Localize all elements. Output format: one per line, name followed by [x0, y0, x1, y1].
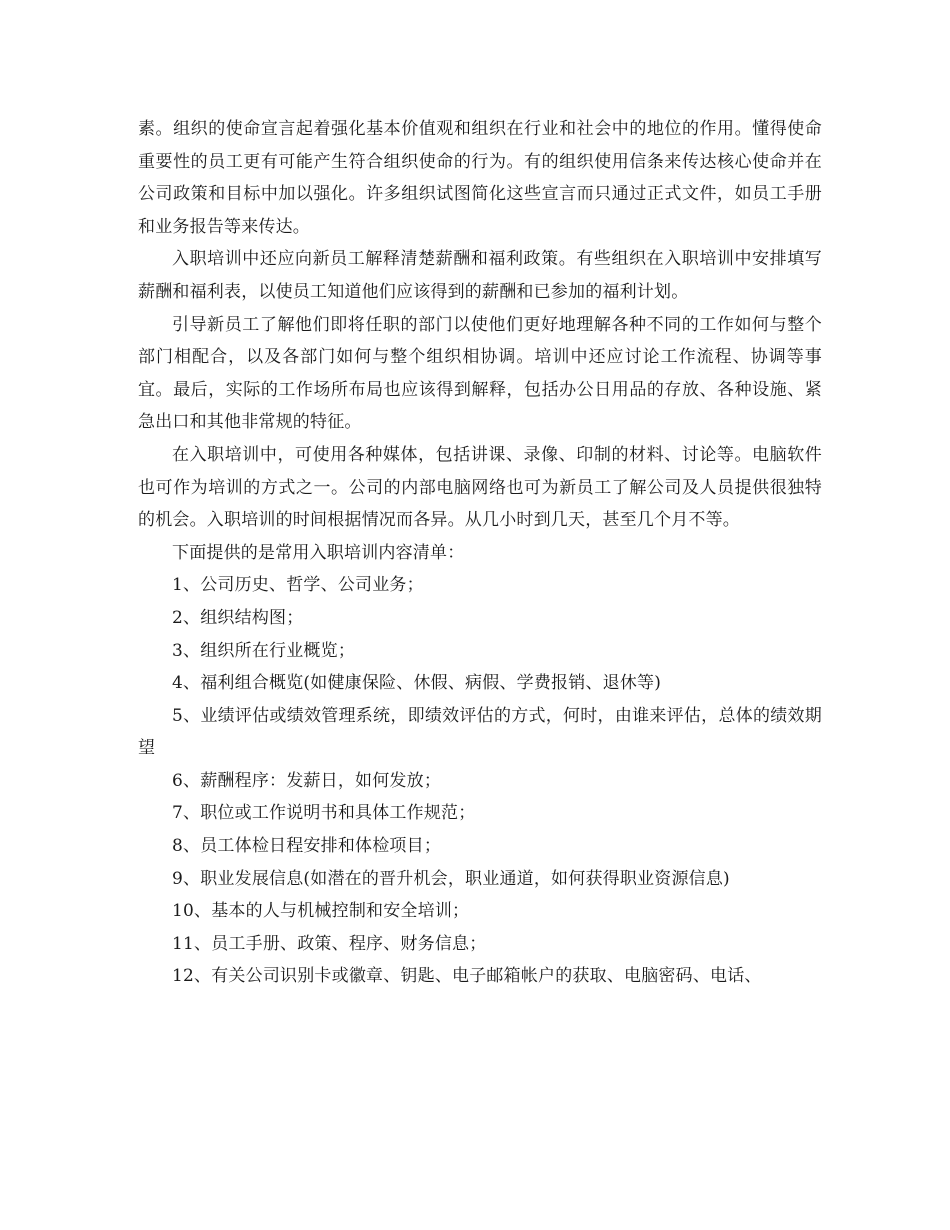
- document-body: [138, 113, 822, 993]
- training-checklist: [138, 569, 822, 993]
- paragraph-department: 引导新员工了解他们即将任职的部门以使他们更好地理解各种不同的工作如何与整个部门相配合，以及各部门如何与整个组织相协调。培训中还应讨论工作流程、协调等事宜。最后，实际的工作场所布局也应该得到解释，包括办公日用品的存放、各种设施、紧急出口和其他非常规的特征。: [138, 314, 822, 433]
- paragraph-continuation: 素。组织的使命宣言起着强化基本价值观和组织在行业和社会中的地位的作用。懂得使命重要性的员工更有可能产生符合组织使命的行为。有的组织使用信条来传达核心使命并在公司政策和目标中加以强化。许多组织试图简化这些宣言而只通过正式文件，如员工手册和业务报告等来传达。: [138, 119, 822, 237]
- list-item: 2、组织结构图；: [172, 607, 304, 628]
- paragraph-list-intro: 下面提供的是常用入职培训内容清单：: [172, 542, 465, 563]
- paragraph-media: 在入职培训中，可使用各种媒体，包括讲课、录像、印制的材料、讨论等。电脑软件也可作为培训的方式之一。公司的内部电脑网络也可为新员工了解公司及人员提供很独特的机会。入职培训的时间根据情况而各异。从几小时到几天，甚至几个月不等。: [138, 444, 822, 531]
- list-item: 7、职位或工作说明书和具体工作规范；: [172, 803, 476, 824]
- list-item: 4、福利组合概览(如健康保险、休假、病假、学费报销、退休等): [172, 673, 662, 694]
- list-item: 3、组织所在行业概览；: [172, 640, 356, 661]
- list-item: 9、职业发展信息(如潜在的晋升机会，职业通道，如何获得职业资源信息): [172, 868, 730, 889]
- list-item: 5、业绩评估或绩效管理系统，即绩效评估的方式，何时，由谁来评估，总体的绩效期望: [138, 705, 822, 759]
- paragraph-compensation: 入职培训中还应向新员工解释清楚薪酬和福利政策。有些组织在入职培训中安排填写薪酬和福利表，以使员工知道他们应该得到的薪酬和已参加的福利计划。: [138, 249, 822, 302]
- list-item: 1、公司历史、哲学、公司业务；: [172, 575, 424, 596]
- list-item: 8、员工体检日程安排和体检项目；: [172, 836, 442, 857]
- list-item: 11、员工手册、政策、程序、财务信息；: [172, 933, 487, 954]
- list-item: 6、薪酬程序：发薪日，如何发放；: [172, 770, 442, 791]
- list-item: 12、有关公司识别卡或徽章、钥匙、电子邮箱帐户的获取、电脑密码、电话、: [172, 966, 762, 987]
- list-item: 10、基本的人与机械控制和安全培训；: [172, 901, 470, 922]
